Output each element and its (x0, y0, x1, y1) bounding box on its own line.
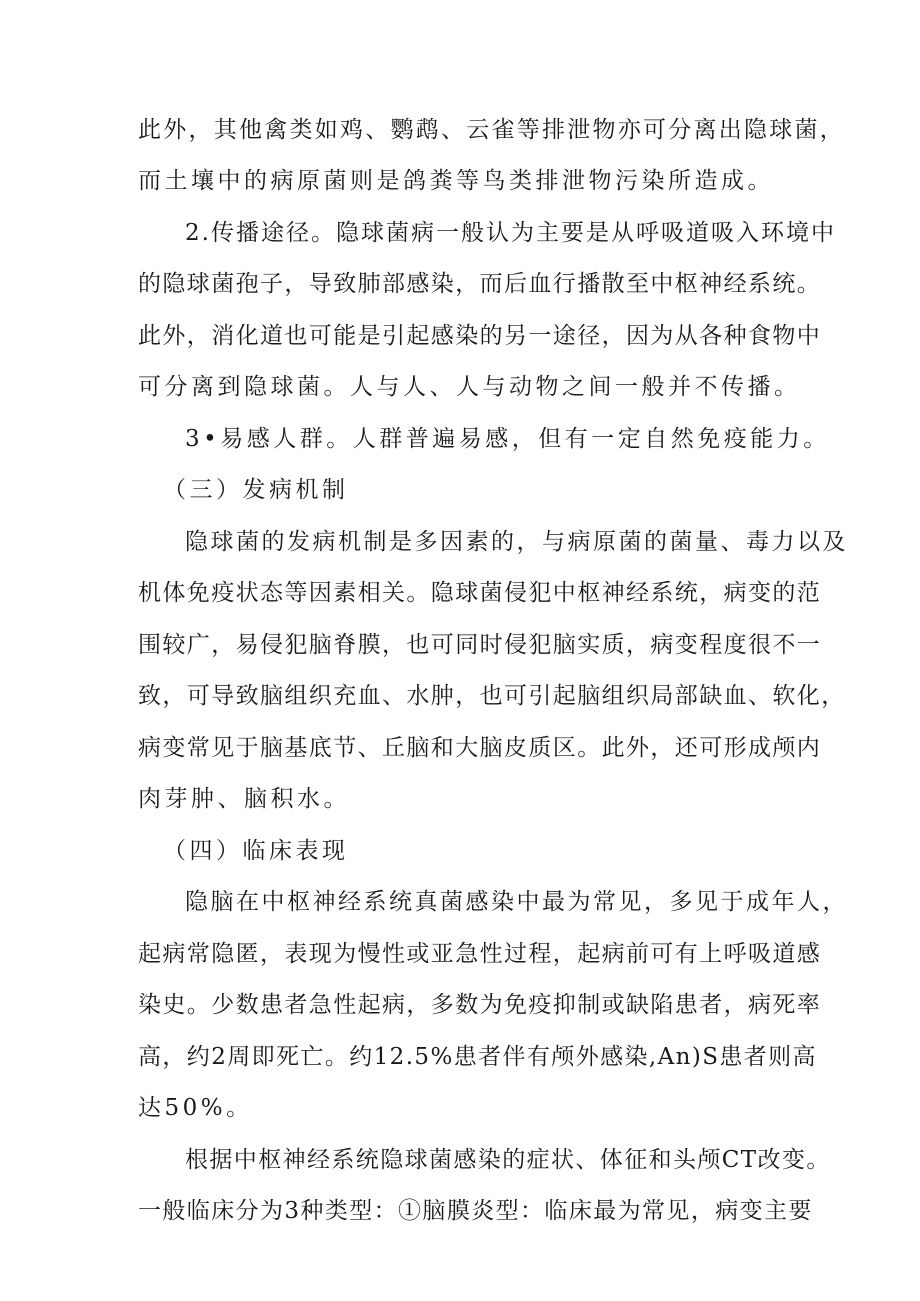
text-line: 隐脑在中枢神经系统真菌感染中最为常见，多见于成年人， (185, 889, 848, 915)
text-line: 病变常见于脑基底节、丘脑和大脑皮质区。此外，还可形成颅内 (138, 735, 822, 761)
text-line: 此外，消化道也可能是引起感染的另一途径，因为从各种食物中 (138, 323, 822, 349)
section-heading: （四）临床表现 (163, 838, 349, 864)
text-line: 致，可导致脑组织充血、水肿，也可引起脑组织局部缺血、软化， (138, 683, 846, 709)
text-line: 机体免疫状态等因素相关。隐球菌侵犯中枢神经系统，病变的范 (138, 580, 822, 606)
text-line: 此外，其他禽类如鸡、鹦鹉、云雀等排泄物亦可分离出隐球菌， (138, 117, 845, 143)
text-line: 一般临床分为3种类型：①脑膜炎型：临床最为常见，病变主要 (138, 1198, 813, 1224)
text-line: 起病常隐匿，表现为慢性或亚急性过程，起病前可有上呼吸道感 (138, 941, 822, 967)
text-line: 染史。少数患者急性起病，多数为免疫抑制或缺陷患者，病死率 (138, 992, 822, 1018)
text-line: 的隐球菌孢子，导致肺部感染，而后血行播散至中枢神经系统。 (138, 271, 822, 297)
text-line: 达50%。 (138, 1095, 253, 1121)
text-line: 围较广，易侵犯脑脊膜，也可同时侵犯脑实质，病变程度很不一 (138, 632, 822, 658)
text-line: 隐球菌的发病机制是多因素的，与病原菌的菌量、毒力以及 (185, 529, 848, 555)
text-line: 根据中枢神经系统隐球菌感染的症状、体征和头颅CT改变。 (185, 1147, 831, 1173)
text-line: 2.传播途径。隐球菌病一般认为主要是从呼吸道吸入环境中 (185, 220, 836, 246)
text-line: 肉芽肿、脑积水。 (138, 786, 350, 812)
text-line: 而土壤中的病原菌则是鸽粪等鸟类排泄物污染所造成。 (138, 168, 774, 194)
section-heading: （三）发病机制 (163, 477, 349, 503)
text-line: 可分离到隐球菌。人与人、人与动物之间一般并不传播。 (138, 374, 801, 400)
text-line: 高，约2周即死亡。约12.5%患者伴有颅外感染,An)S患者则高 (138, 1044, 817, 1070)
text-line: 3•易感人群。人群普遍易感，但有一定自然免疫能力。 (185, 426, 830, 452)
